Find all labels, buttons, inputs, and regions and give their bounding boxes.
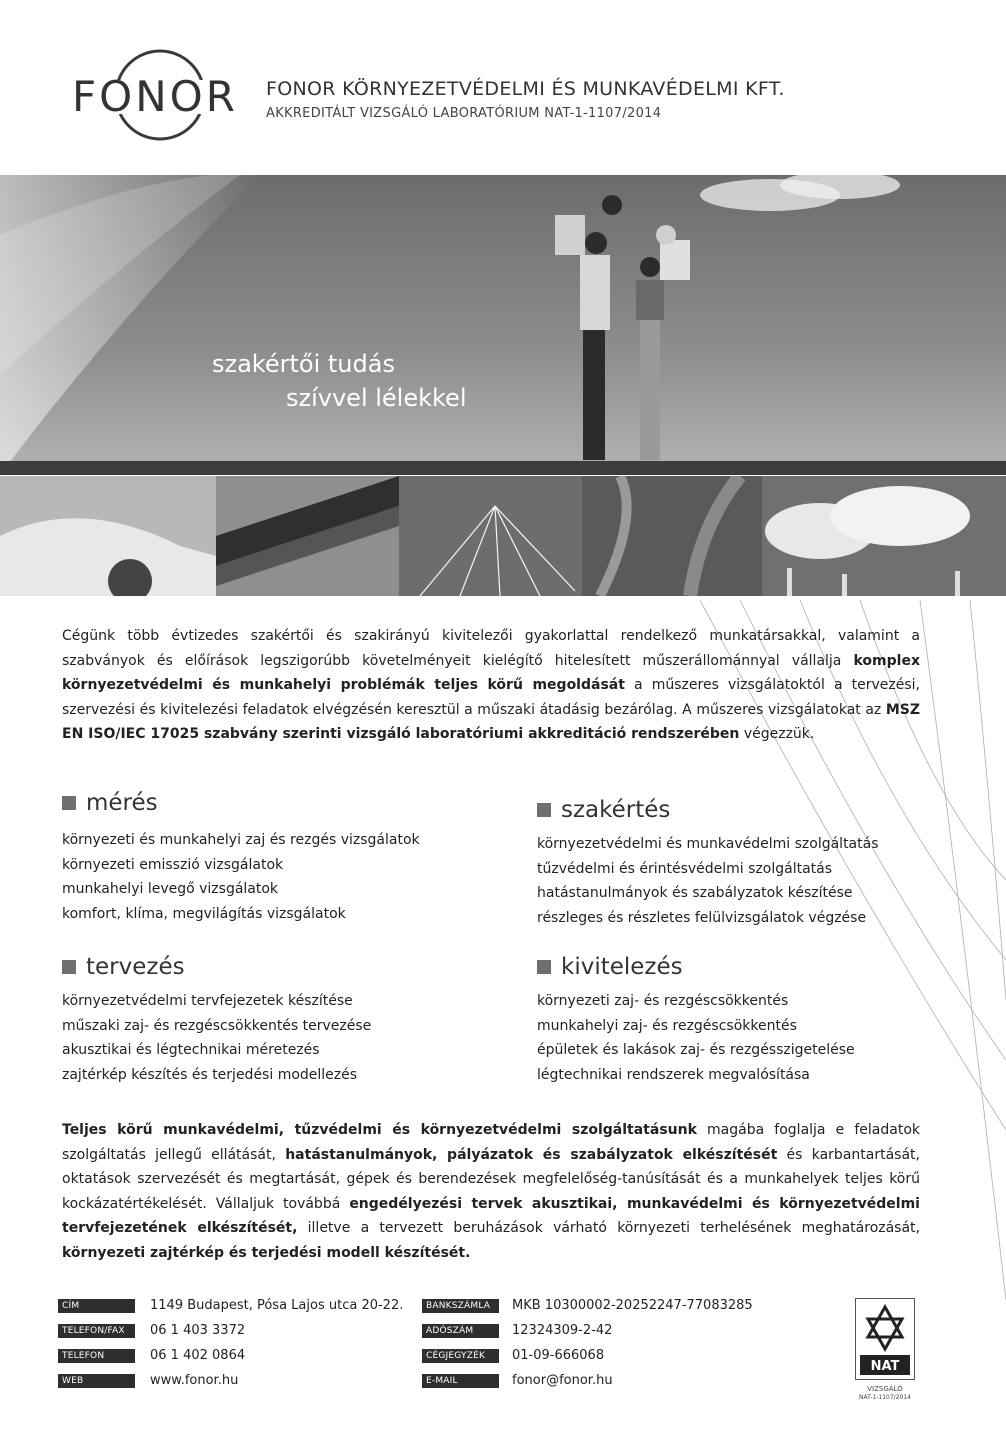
nat-accreditation-badge xyxy=(855,1298,915,1380)
contact-value-phone[interactable]: 06 1 402 0864 xyxy=(150,1348,246,1363)
contact-value-tax: 12324309-2-42 xyxy=(512,1323,613,1338)
list-item: munkahelyi levegő vizsgálatok xyxy=(62,881,279,898)
summary-paragraph: Teljes körű munkavédelmi, tűzvédelmi és környezetvédelmi szolgáltatásunk magába foglalja e feladatok szolgáltatás jellegű ellátását, hatástanulmányok, pályázatok és szabályzatok elkészítését és karbantartását, oktatások szervezését és megtartását, gépek és berendezések megfelelőség-tanúsítását és a munkahelyek teljes körű kockázatértékelését. Vállaljuk továbbá engedélyezési tervek akusztikai, munkavédelmi és környezetvédelmi tervfejezetének elkészítését, illetve a tervezett beruházások várható környezeti terhelésének meghatározását, környezeti zajtérkép és terjedési modell készítését. xyxy=(62,1122,920,1261)
list-item: munkahelyi zaj- és rezgéscsökkentés xyxy=(537,1017,797,1034)
photo-strip xyxy=(0,476,1006,596)
section-list-meres xyxy=(62,828,420,926)
hero-family-photo xyxy=(0,175,1006,475)
list-item: légtechnikai rendszerek megvalósítása xyxy=(537,1066,810,1083)
company-name: FONOR KÖRNYEZETVÉDELMI ÉS MUNKAVÉDELMI KFT. xyxy=(266,78,785,100)
list-item: zajtérkép készítés és terjedési modellezés xyxy=(62,1066,358,1083)
bullet-square-icon xyxy=(62,960,76,974)
contact-link-web[interactable]: www.fonor.hu xyxy=(150,1373,239,1388)
photo-car xyxy=(0,476,216,596)
nat-caption-vizsgalo: VIZSGÁLÓ xyxy=(867,1385,903,1393)
contact-label-address: CÍM xyxy=(58,1299,135,1313)
nat-caption-number: NAT-1-1107/2014 xyxy=(859,1394,911,1401)
contact-label-email: E-MAIL xyxy=(422,1374,499,1388)
photo-welding-sparks xyxy=(399,476,582,596)
bullet-square-icon xyxy=(537,960,551,974)
logo-wordmark: FONOR xyxy=(72,72,238,121)
list-item: akusztikai és légtechnikai méretezés xyxy=(62,1042,320,1059)
bullet-square-icon xyxy=(537,803,551,817)
section-list-kivitelezes xyxy=(537,989,855,1087)
section-list-tervezes xyxy=(62,989,371,1087)
list-item: komfort, klíma, megvilágítás vizsgálatok xyxy=(62,905,346,922)
contact-label-bank: BANKSZÁMLA xyxy=(422,1299,499,1313)
bullet-square-icon xyxy=(62,796,76,810)
section-list-szakertes xyxy=(537,832,879,930)
list-item: környezetvédelmi és munkavédelmi szolgáltatás xyxy=(537,836,879,852)
contact-label-web: WEB xyxy=(58,1374,135,1388)
section-title-szakertes: szakértés xyxy=(537,797,670,823)
contact-value-address: 1149 Budapest, Pósa Lajos utca 20-22. xyxy=(150,1298,404,1313)
contact-label-tax: ADÓSZÁM xyxy=(422,1324,499,1338)
list-item: tűzvédelmi és érintésvédelmi szolgáltatás xyxy=(537,860,833,877)
contact-value-bank: MKB 10300002-20252247-77083285 xyxy=(512,1298,753,1313)
contact-label-registry: CÉGJEGYZÉK xyxy=(422,1349,499,1363)
list-item: környezeti zaj- és rezgéscsökkentés xyxy=(537,993,789,1009)
nat-badge-text: NAT xyxy=(870,1359,900,1374)
list-item: hatástanulmányok és szabályzatok készítése xyxy=(537,885,853,902)
photo-leaves xyxy=(582,476,762,596)
contact-label-phone: TELEFON xyxy=(58,1349,135,1363)
list-item: környezetvédelmi tervfejezetek készítése xyxy=(62,993,353,1009)
contact-value-registry: 01-09-666068 xyxy=(512,1348,605,1363)
contact-value-phone-fax[interactable]: 06 1 403 3372 xyxy=(150,1323,246,1338)
photo-bridge xyxy=(216,476,399,596)
list-item: műszaki zaj- és rezgéscsökkentés tervezése xyxy=(62,1017,372,1034)
contact-link-email[interactable]: fonor@fonor.hu xyxy=(512,1373,613,1388)
photo-smokestacks xyxy=(762,476,1006,596)
list-item: épületek és lakások zaj- és rezgésszigetelése xyxy=(537,1042,855,1059)
list-item: részleges és részletes felülvizsgálatok végzése xyxy=(537,909,867,926)
section-title-tervezes: tervezés xyxy=(62,954,185,980)
list-item: környezeti emisszió vizsgálatok xyxy=(62,856,284,873)
section-title-kivitelezes: kivitelezés xyxy=(537,954,683,980)
section-title-meres: mérés xyxy=(62,790,158,816)
list-item: környezeti és munkahelyi zaj és rezgés vizsgálatok xyxy=(62,832,420,848)
hero-slogan-line1: szakértői tudás xyxy=(212,350,395,378)
contact-label-phone-fax: TELEFON/FAX xyxy=(58,1324,135,1338)
hero-slogan-line2: szívvel lélekkel xyxy=(286,384,467,412)
nat-emblem-icon xyxy=(856,1299,914,1379)
intro-paragraph: Cégünk több évtizedes szakértői és szakirányú kivitelezői gyakorlattal rendelkező munkatársakkal, valamint a szabványok és előírások legszigorúbb követelményeit kielégítő hitelesített műszerállománnyal vállalja komplex környezetvédelmi és munkahelyi problémák teljes körű megoldását a műszeres vizsgálatoktól a tervezési, szervezési és kivitelezési feladatok elvégzésén keresztül a műszaki átadásig bezárólag. A műszeres vizsgálatokat az MSZ EN ISO/IEC 17025 szabvány szerinti vizsgáló laboratóriumi akkreditáció rendszerében végezzük. xyxy=(62,628,920,743)
company-accreditation: AKKREDITÁLT VIZSGÁLÓ LABORATÓRIUM NAT-1-1107/2014 xyxy=(266,106,662,121)
